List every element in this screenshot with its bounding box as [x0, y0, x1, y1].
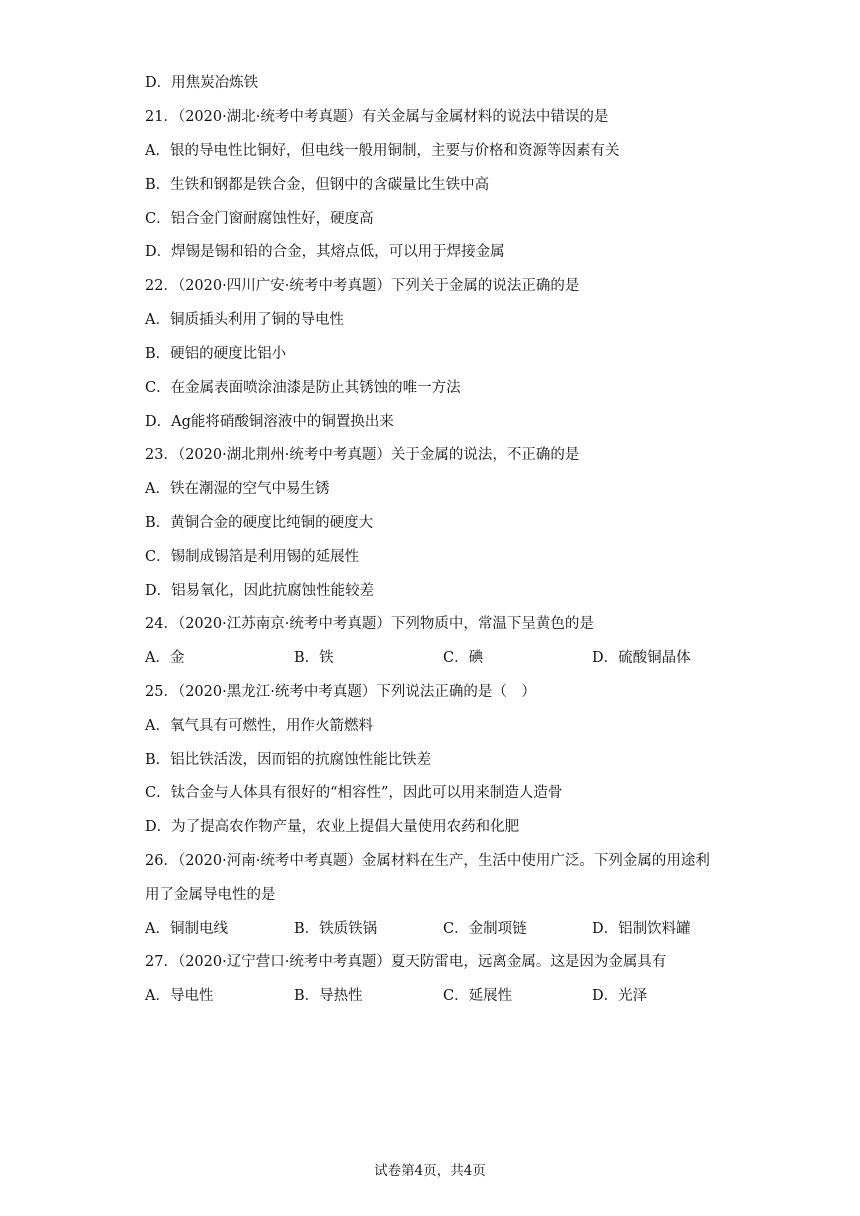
q27-option-d: D．光泽: [592, 988, 648, 1004]
q24-option-a: A．金: [145, 650, 185, 666]
q26-options-row: [145, 919, 740, 939]
q23-option-a: A．铁在潮湿的空气中易生锈: [145, 481, 330, 497]
q23-option-d: D．铝易氧化，因此抗腐蚀性能较差: [145, 583, 375, 599]
q25-option-b: B．铝比铁活泼，因而铝的抗腐蚀性能比铁差: [145, 752, 432, 768]
q24-stem: 24．（2020·江苏南京·统考中考真题）下列物质中，常温下呈黄色的是: [145, 616, 594, 632]
q21-stem: 21．（2020·湖北·统考中考真题）有关金属与金属材料的说法中错误的是: [145, 109, 609, 125]
q21-option-d: D．焊锡是锡和铅的合金，其熔点低，可以用于焊接金属: [145, 244, 505, 260]
q27-stem: 27．（2020·辽宁营口·统考中考真题）夏天防雷电，远离金属。这是因为金属具有: [145, 954, 667, 970]
q27-options-row: [145, 986, 740, 1006]
q20-option-d: D．用焦炭冶炼铁: [145, 75, 259, 91]
q22-option-b: B．硬铝的硬度比铝小: [145, 346, 287, 362]
q26-stem-line1: 26．（2020·河南·统考中考真题）金属材料在生产，生活中使用广泛。下列金属的用途利: [145, 853, 710, 869]
q22-option-c: C．在金属表面喷涂油漆是防止其锈蚀的唯一方法: [145, 380, 461, 396]
q24-option-b: B．铁: [294, 650, 334, 666]
q23-option-c: C．锡制成锡箔是利用锡的延展性: [145, 549, 360, 565]
q21-option-b: B．生铁和钢都是铁合金，但钢中的含碳量比生铁中高: [145, 177, 490, 193]
q26-stem-line2: 用了金属导电性的是: [145, 887, 276, 903]
q23-option-b: B．黄铜合金的硬度比纯铜的硬度大: [145, 515, 374, 531]
q25-option-d: D．为了提高农作物产量，农业上提倡大量使用农药和化肥: [145, 819, 520, 835]
q21-option-c: C．铝合金门窗耐腐蚀性好，硬度高: [145, 211, 374, 227]
q27-option-a: A．导电性: [145, 988, 214, 1004]
q23-stem: 23．（2020·湖北荆州·统考中考真题）关于金属的说法，不正确的是: [145, 447, 580, 463]
q27-option-c: C．延展性: [443, 988, 513, 1004]
q25-option-a: A．氧气具有可燃性，用作火箭燃料: [145, 718, 373, 734]
page-footer: 试卷第4页，共4页: [374, 1163, 486, 1179]
q24-option-c: C．碘: [443, 650, 484, 666]
q22-stem: 22．（2020·四川广安·统考中考真题）下列关于金属的说法正确的是: [145, 278, 580, 294]
q21-option-a: A．银的导电性比铜好，但电线一般用铜制，主要与价格和资源等因素有关: [145, 143, 620, 159]
q26-option-c: C．金制项链: [443, 921, 527, 937]
q27-option-b: B．导热性: [294, 988, 363, 1004]
q25-option-c: C．钛合金与人体具有很好的“相容性”，因此可以用来制造人造骨: [145, 785, 563, 801]
q24-options-row: [145, 648, 740, 668]
q24-option-d: D．硫酸铜晶体: [592, 650, 691, 666]
q26-option-b: B．铁质铁锅: [294, 921, 378, 937]
q22-option-a: A．铜质插头利用了铜的导电性: [145, 312, 344, 328]
q26-option-a: A．铜制电线: [145, 921, 228, 937]
q26-option-d: D．铝制饮料罐: [592, 921, 691, 937]
q25-stem: 25．（2020·黑龙江·统考中考真题）下列说法正确的是（ ）: [145, 684, 536, 700]
q22-option-d: D．Ag能将硝酸铜溶液中的铜置换出来: [145, 414, 394, 430]
